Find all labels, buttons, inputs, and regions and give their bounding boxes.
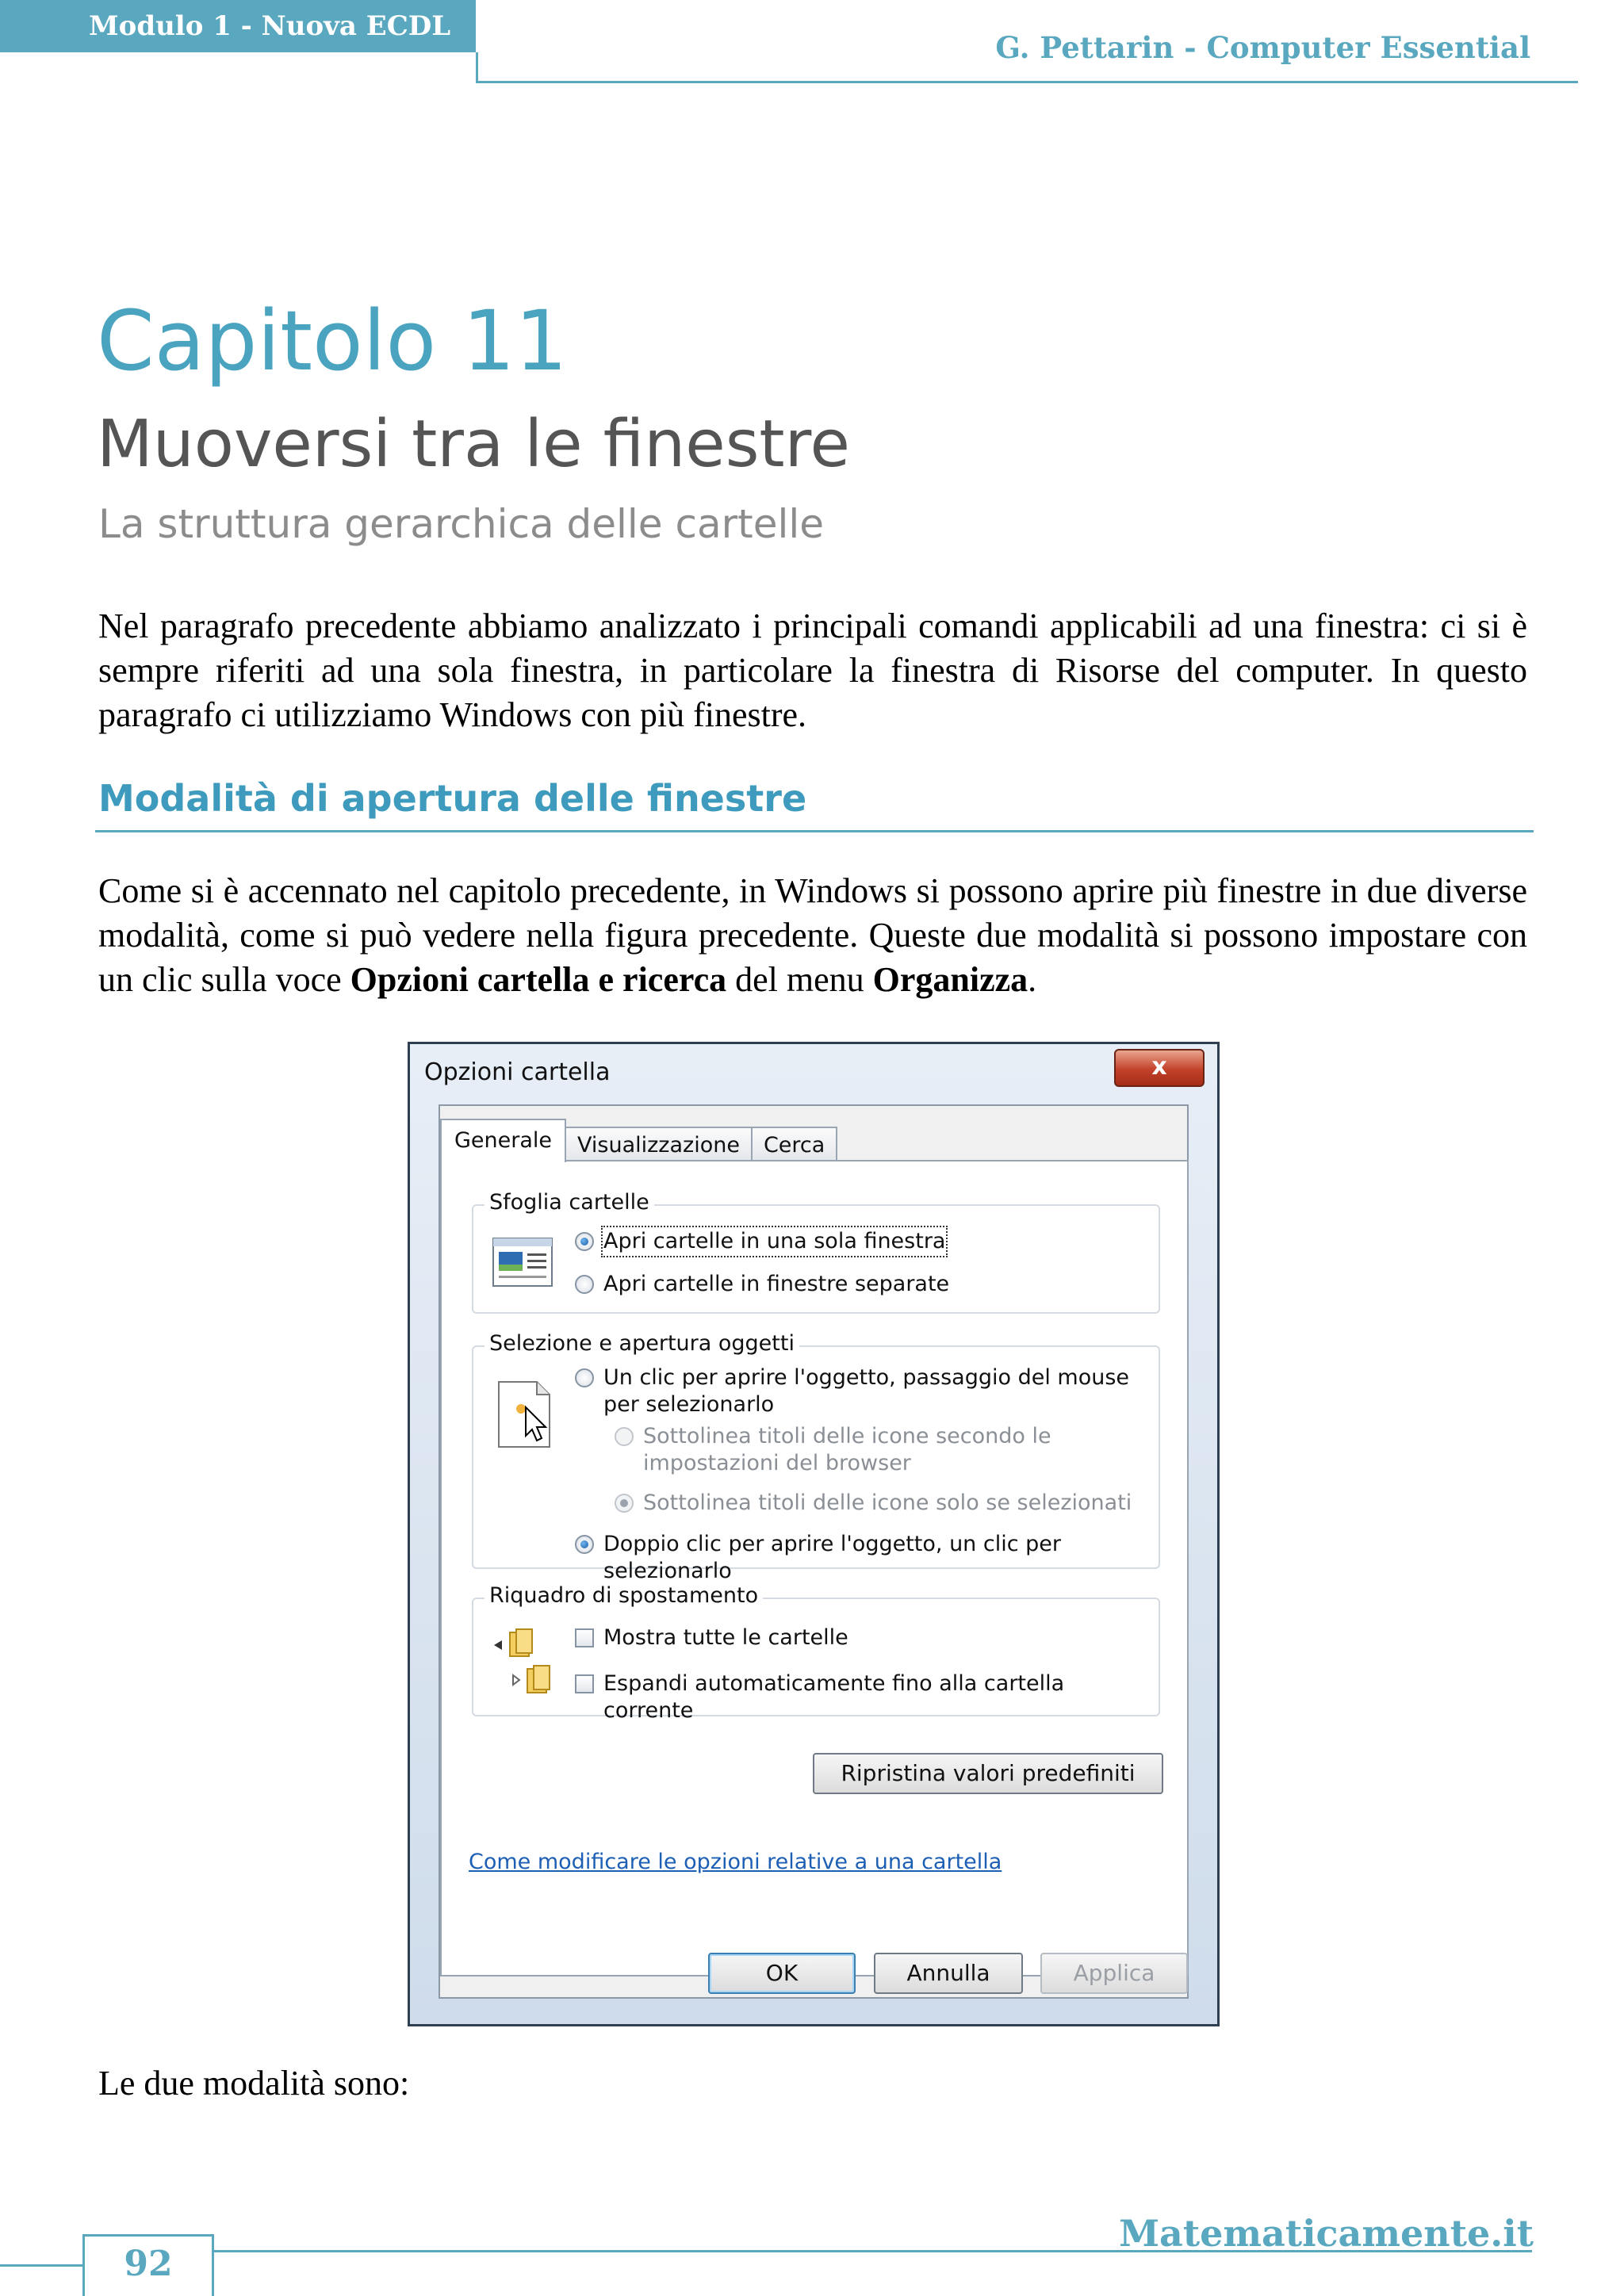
chapter-title: Muoversi tra le finestre bbox=[97, 407, 850, 482]
tab-general[interactable]: Generale bbox=[440, 1119, 566, 1162]
section-text-1: Come si è accennato nel capitolo precedente, in Windows si possono aprire più finestre in due diverse modalità, come si può vedere nella figura precedente. Queste due modalità si possono impostare con un clic sulla voce bbox=[98, 871, 1527, 999]
ok-button[interactable]: OK bbox=[708, 1953, 856, 1994]
radio-single-click[interactable] bbox=[575, 1368, 594, 1387]
tab-strip bbox=[440, 1119, 836, 1162]
label-show-all-folders: Mostra tutte le cartelle bbox=[603, 1625, 848, 1650]
section-rule bbox=[95, 830, 1534, 832]
footer-rule-left bbox=[0, 2264, 82, 2267]
label-single-click: Un clic per aprire l'oggetto, passaggio del mouse per selezionarlo bbox=[603, 1365, 1130, 1417]
chapter-subtitle: La struttura gerarchica delle cartelle bbox=[98, 501, 825, 547]
cancel-button[interactable]: Annulla bbox=[874, 1953, 1023, 1994]
bold-organize: Organizza bbox=[872, 960, 1028, 999]
radio-same-window[interactable] bbox=[575, 1232, 594, 1251]
label-underline-browser: Sottolinea titoli delle icone secondo le impostazioni del browser bbox=[643, 1424, 1051, 1475]
folder-options-dialog bbox=[408, 1042, 1220, 2026]
option-show-all-folders[interactable] bbox=[575, 1624, 848, 1651]
option-underline-browser[interactable] bbox=[615, 1423, 1154, 1477]
bold-folder-options: Opzioni cartella e ricerca bbox=[350, 960, 727, 999]
navigation-pane-group bbox=[472, 1583, 1160, 1723]
cursor-document-icon bbox=[497, 1380, 553, 1448]
running-title: G. Pettarin - Computer Essential bbox=[995, 30, 1530, 65]
restore-defaults-button[interactable]: Ripristina valori predefiniti bbox=[813, 1753, 1163, 1794]
option-double-click[interactable] bbox=[575, 1531, 1159, 1585]
window-icon bbox=[492, 1238, 553, 1287]
section-paragraph bbox=[98, 869, 1527, 1002]
click-items-label: Selezione e apertura oggetti bbox=[485, 1331, 799, 1356]
checkbox-show-all-folders[interactable] bbox=[575, 1628, 594, 1647]
header-divider bbox=[476, 52, 478, 83]
chapter-number: Capitolo 11 bbox=[97, 293, 568, 389]
radio-separate-windows[interactable] bbox=[575, 1275, 594, 1294]
radio-underline-browser[interactable] bbox=[615, 1427, 634, 1446]
dialog-title: Opzioni cartella bbox=[424, 1058, 611, 1086]
checkbox-auto-expand[interactable] bbox=[575, 1674, 594, 1693]
section-text-2: del menu bbox=[726, 960, 873, 999]
navigation-pane-label: Riquadro di spostamento bbox=[485, 1583, 763, 1608]
folder-tree-icon bbox=[492, 1628, 556, 1704]
label-underline-selected: Sottolinea titoli delle icone solo se selezionati bbox=[643, 1490, 1132, 1515]
close-button[interactable]: x bbox=[1114, 1049, 1205, 1087]
footer-site: Matematicamente.it bbox=[1119, 2212, 1534, 2255]
label-separate-windows: Apri cartelle in finestre separate bbox=[603, 1272, 950, 1296]
label-auto-expand: Espandi automaticamente fino alla cartella corrente bbox=[603, 1671, 1065, 1723]
browse-folders-label: Sfoglia cartelle bbox=[485, 1190, 654, 1215]
help-link[interactable]: Come modificare le opzioni relative a una cartella bbox=[469, 1850, 1002, 1874]
section-title: Modalità di apertura delle finestre bbox=[98, 777, 807, 820]
tab-search[interactable]: Cerca bbox=[751, 1127, 837, 1162]
radio-underline-selected[interactable] bbox=[615, 1494, 634, 1513]
option-separate-windows[interactable] bbox=[575, 1271, 949, 1298]
option-underline-selected[interactable] bbox=[615, 1490, 1132, 1517]
closing-text: Le due modalità sono: bbox=[98, 2064, 410, 2103]
general-tab-body bbox=[440, 1160, 1189, 1976]
module-tab: Modulo 1 - Nuova ECDL bbox=[0, 0, 476, 52]
option-same-window[interactable] bbox=[575, 1228, 945, 1255]
header-rule bbox=[476, 81, 1578, 83]
browse-folders-group bbox=[472, 1190, 1160, 1314]
option-single-click[interactable] bbox=[575, 1364, 1146, 1418]
label-double-click: Doppio clic per aprire l'oggetto, un clic per selezionarlo bbox=[603, 1532, 1062, 1583]
label-same-window: Apri cartelle in una sola finestra bbox=[603, 1229, 946, 1253]
apply-button[interactable]: Applica bbox=[1040, 1953, 1188, 1994]
intro-paragraph: Nel paragrafo precedente abbiamo analizzato i principali comandi applicabili ad una finestra: ci si è sempre riferiti ad una sola finestra, in particolare la finestra di Risorse del computer. In questo paragrafo ci utilizziamo Windows con più finestre. bbox=[98, 607, 1527, 734]
section-text-3: . bbox=[1028, 960, 1037, 999]
tab-view[interactable]: Visualizzazione bbox=[565, 1127, 753, 1162]
option-auto-expand[interactable] bbox=[575, 1670, 1159, 1724]
page-number: 92 bbox=[124, 2244, 173, 2284]
click-items-group bbox=[472, 1331, 1160, 1583]
radio-double-click[interactable] bbox=[575, 1535, 594, 1554]
